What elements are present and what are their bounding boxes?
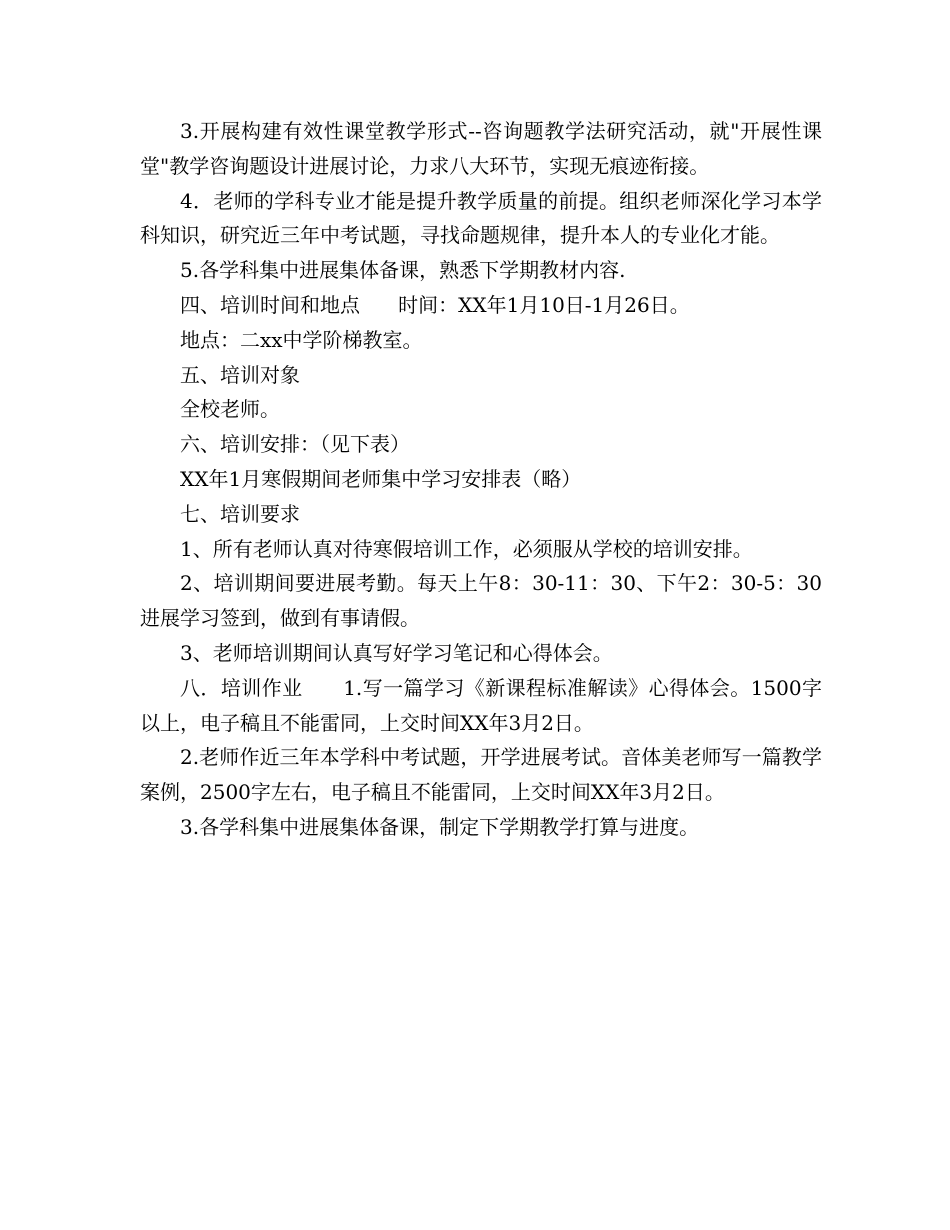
assignment-item-2: 2.老师作近三年本学科中考试题，开学进展考试。音体美老师写一篇教学案例，2500字左右，电子稿且不能雷同，上交时间XX年3月2日。 [140, 745, 822, 805]
section-heading-requirements: 七、培训要求 [180, 501, 300, 526]
document-body [140, 114, 822, 845]
requirement-item-1: 1、所有老师认真对待寒假培训工作，必须服从学校的培训安排。 [180, 536, 753, 561]
paragraph-audience: 全校老师。 [180, 397, 280, 422]
section-heading-assignments: 八．培训作业 1.写一篇学习《新课程标准解读》心得体会。1500字以上，电子稿且不能雷同，上交时间XX年3月2日。 [140, 675, 822, 735]
requirement-item-2: 2、培训期间要进展考勤。每天上午8：30-11：30、下午2：30-5：30进展学习签到，做到有事请假。 [140, 571, 822, 631]
assignment-item-3: 3.各学科集中进展集体备课，制定下学期教学打算与进度。 [180, 814, 700, 839]
section-heading-arrangement: 六、培训安排：（见下表） [180, 432, 410, 457]
requirement-item-3: 3、老师培训期间认真写好学习笔记和心得体会。 [180, 640, 613, 665]
section-heading-time-place: 四、培训时间和地点 时间：XX年1月10日-1月26日。 [180, 292, 690, 317]
paragraph-location: 地点：二xx中学阶梯教室。 [180, 327, 423, 352]
paragraph-schedule-note: XX年1月寒假期间老师集中学习安排表（略） [180, 466, 582, 491]
section-heading-audience: 五、培训对象 [180, 362, 300, 387]
paragraph-item-3-classroom-model: 3.开展构建有效性课堂教学形式--咨询题教学法研究活动，就"开展性课堂"教学咨询题设计进展讨论，力求八大环节，实现无痕迹衔接。 [140, 119, 822, 178]
paragraph-item-4-teacher-expertise: 4．老师的学科专业才能是提升教学质量的前提。组织老师深化学习本学科知识，研究近三年中考试题，寻找命题规律，提升本人的专业化才能。 [140, 188, 822, 248]
paragraph-item-5-lesson-prep: 5.各学科集中进展集体备课，熟悉下学期教材内容. [180, 258, 626, 283]
